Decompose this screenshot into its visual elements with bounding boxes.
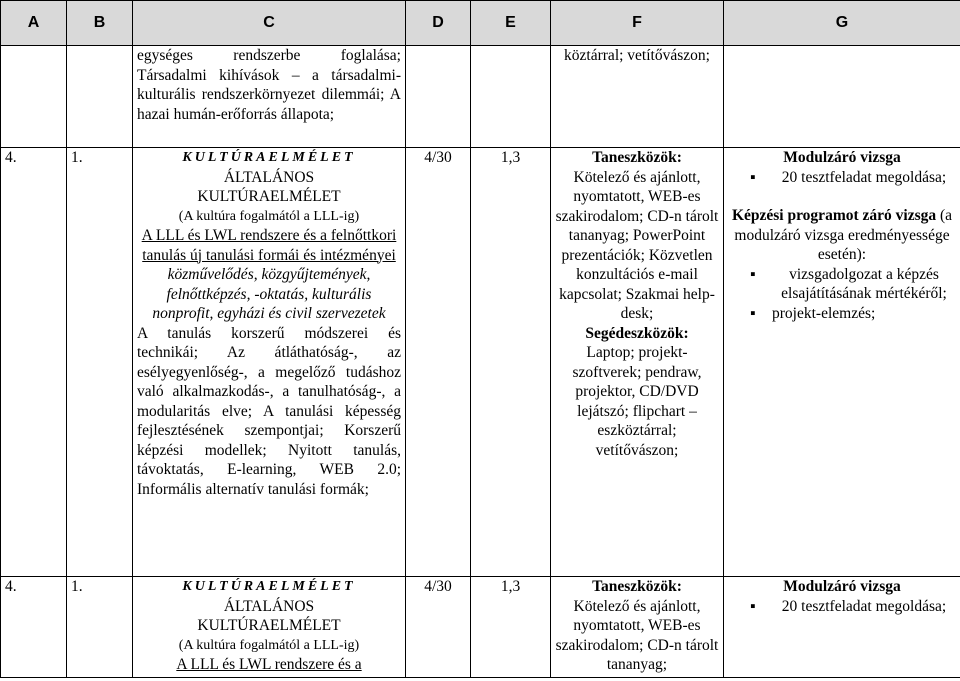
list-item: ▪ 20 tesztfeladat megoldása; xyxy=(772,168,956,188)
module-title-line1: ÁLTALÁNOS xyxy=(223,597,315,615)
cell-c[interactable] xyxy=(133,148,406,577)
cell-f[interactable] xyxy=(551,46,724,148)
cell-e[interactable] xyxy=(471,46,551,148)
module-title-line2: KULTÚRAELMÉLET xyxy=(197,188,341,205)
cell-g[interactable] xyxy=(724,46,960,148)
tools-list: Kötelező és ajánlott, nyomtatott, WEB-es szakirodalom; CD-n tárolt tananyag; xyxy=(555,597,719,673)
cell-f[interactable] xyxy=(551,148,724,577)
topic-institutions: közművelődés, közgyűjtemények, felnőttképzés, -oktatás, kulturális nonprofit, egyházi és civil szervezetek xyxy=(152,266,386,322)
cell-d[interactable] xyxy=(406,46,471,148)
cell-a[interactable] xyxy=(1,46,67,148)
table-row xyxy=(1,46,960,148)
tools-text: köztárral; vetítővászon; xyxy=(564,47,710,64)
exam-heading: Modulzáró vizsga xyxy=(783,578,901,595)
exam-list xyxy=(728,168,956,188)
column-header-d[interactable]: D xyxy=(406,1,471,46)
module-subtitle: (A kultúra fogalmától a LLL-ig) xyxy=(178,637,360,653)
list-item: ▪ 20 tesztfeladat megoldása; xyxy=(772,597,956,617)
topic-heading: A LLL és LWL rendszere és a felnőttkori tanulás új tanulási formái és intézményei xyxy=(141,227,397,264)
aids-heading: Segédeszközök: xyxy=(585,324,689,342)
cell-d[interactable] xyxy=(406,577,471,678)
module-label: KULTÚRAELMÉLET xyxy=(182,579,356,594)
credits: 1,3 xyxy=(500,578,521,595)
cell-b[interactable] xyxy=(67,46,133,148)
column-header-g[interactable]: G xyxy=(724,1,960,46)
exam-list xyxy=(728,597,956,617)
cell-e[interactable] xyxy=(471,577,551,678)
cell-c[interactable] xyxy=(133,577,406,678)
table-row xyxy=(1,148,960,577)
column-header-row xyxy=(1,1,960,46)
module-title-line2: KULTÚRAELMÉLET xyxy=(197,617,341,634)
aids-list: Laptop; projekt-szoftverek; pendraw, projektor, CD/DVD lejátszó; flipchart – eszköztárral; vetítővászon; xyxy=(572,344,702,459)
topic-heading: A LLL és LWL rendszere és a xyxy=(176,656,362,673)
column-header-e[interactable]: E xyxy=(471,1,551,46)
cell-g[interactable] xyxy=(724,148,960,577)
column-header-f[interactable]: F xyxy=(551,1,724,46)
cell-g[interactable] xyxy=(724,577,960,678)
list-item: ▪ projekt-elemzés; xyxy=(772,304,956,324)
module-label: KULTÚRAELMÉLET xyxy=(182,150,356,165)
column-header-b[interactable]: B xyxy=(67,1,133,46)
module-number: 4. xyxy=(5,149,17,166)
final-exam-heading: Képzési programot záró vizsga xyxy=(731,207,937,224)
cell-a[interactable] xyxy=(1,577,67,678)
tools-heading: Taneszközök: xyxy=(592,578,682,595)
list-item: ▪ vizsgadolgozat a képzés elsajátításának mértékéről; xyxy=(772,265,956,304)
cell-c[interactable] xyxy=(133,46,406,148)
tools-heading: Taneszközök: xyxy=(592,149,682,166)
final-exam-list xyxy=(728,265,956,324)
topic-number: 1. xyxy=(71,578,83,595)
hours: 4/30 xyxy=(424,578,452,595)
final-exam-note: (a modulzáró vizsga eredményessége esetén): xyxy=(734,207,953,263)
tools-list: Kötelező és ajánlott, nyomtatott, WEB-es szakirodalom; CD-n tárolt tananyag; PowerPoint prezentációk; Közvetlen konzultációs e-mail kapcsolat; Szakmai help-desk; xyxy=(555,168,719,322)
credits: 1,3 xyxy=(500,149,521,166)
cell-d[interactable] xyxy=(406,148,471,577)
cell-b[interactable] xyxy=(67,148,133,577)
column-header-a[interactable]: A xyxy=(1,1,67,46)
column-header-c[interactable]: C xyxy=(133,1,406,46)
topic-number: 1. xyxy=(71,149,83,166)
module-subtitle: (A kultúra fogalmától a LLL-ig) xyxy=(178,208,360,224)
hours: 4/30 xyxy=(424,149,452,166)
module-title-line1: ÁLTALÁNOS xyxy=(223,168,315,186)
module-number: 4. xyxy=(5,578,17,595)
table-row xyxy=(1,577,960,678)
topic-body: A tanulás korszerű módszerei és technikái; Az átláthatóság-, az esélyegyenlőség-, a megelőző tudáshoz való alkalmazkodás-, a tanulhatóság-, a modularitás elve; A tanulási képesség fejlesztésének szempontjai; Korszerű képzési modellek; Nyitott tanulás, távoktatás, E-learning, WEB 2.0; Informális alternatív tanulási formák; xyxy=(137,324,401,498)
cell-e[interactable] xyxy=(471,148,551,577)
exam-heading: Modulzáró vizsga xyxy=(783,149,901,166)
topic-text: egységes rendszerbe foglalása; Társadalmi kihívások – a társadalmi-kulturális rendszerkörnyezet dilemmái; A hazai humán-erőforrás állapota; xyxy=(137,47,401,123)
cell-f[interactable] xyxy=(551,577,724,678)
cell-a[interactable] xyxy=(1,148,67,577)
cell-b[interactable] xyxy=(67,577,133,678)
